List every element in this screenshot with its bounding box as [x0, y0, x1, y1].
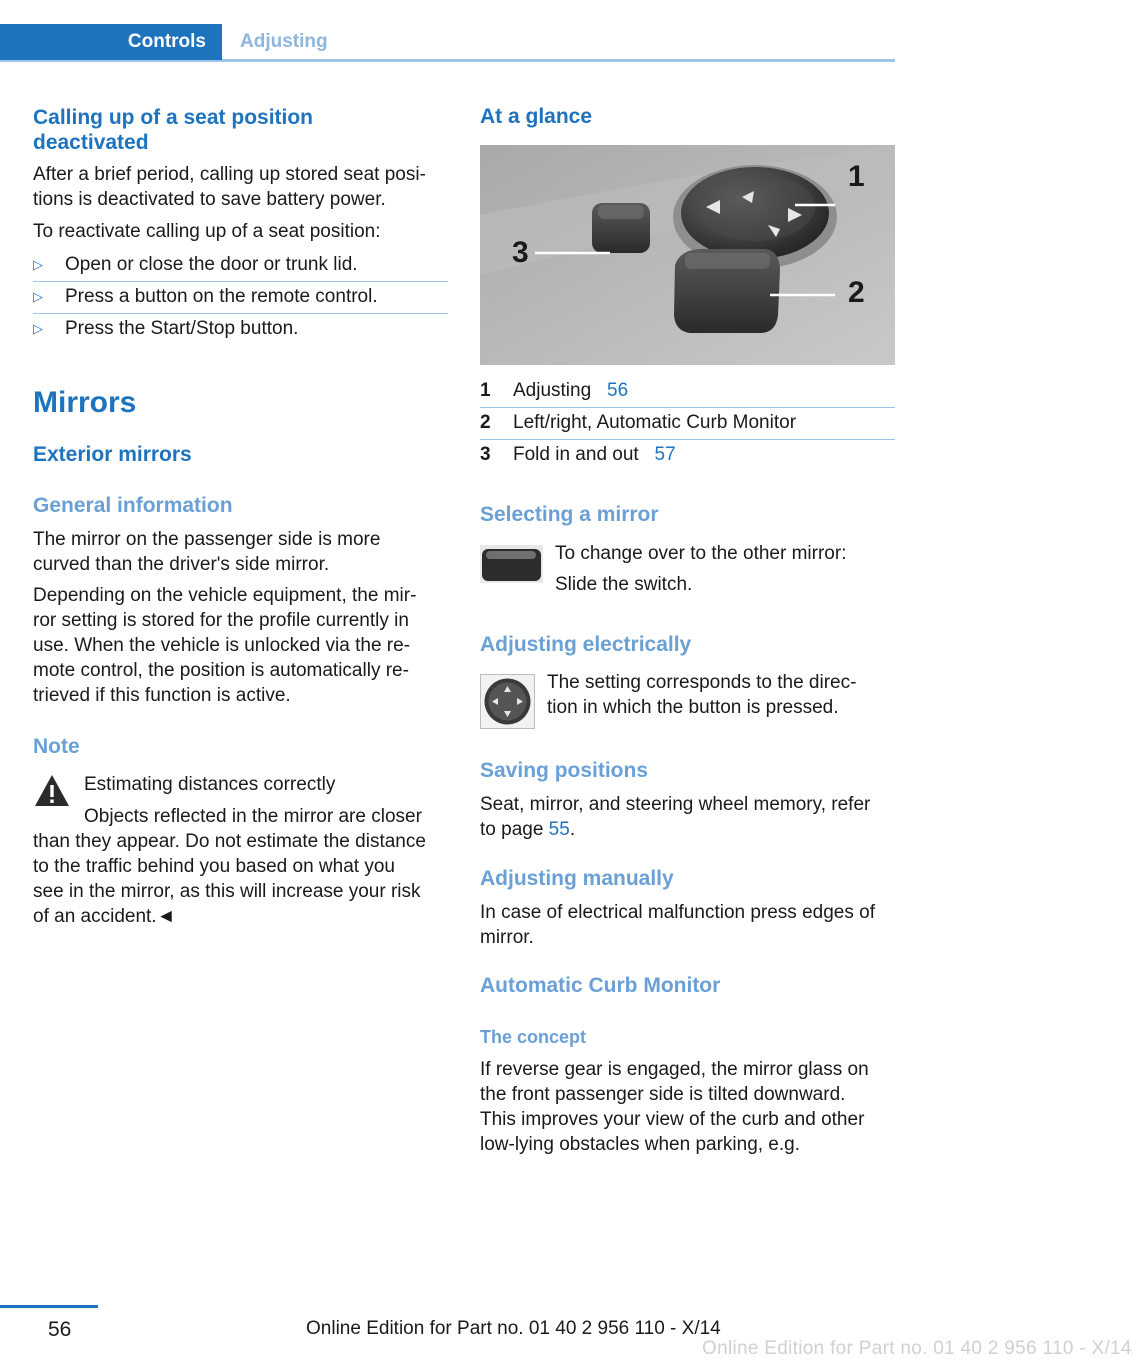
paragraph-line: mote control, the position is automatically re-	[33, 660, 409, 681]
heading-selecting-mirror: Selecting a mirror	[480, 503, 659, 526]
bullet-triangle-icon: ▷	[33, 321, 43, 336]
heading-at-a-glance: At a glance	[480, 105, 593, 128]
legend-row: 3 Fold in and out 57	[480, 444, 676, 465]
paragraph-line: The mirror on the passenger side is more	[33, 529, 381, 550]
note-line: than they appear. Do not estimate the distance	[33, 831, 426, 852]
list-divider	[33, 313, 448, 314]
paragraph-line: curved than the driver's side mirror.	[33, 554, 330, 575]
saving-line: to page 55.	[480, 819, 576, 840]
paragraph-line: After a brief period, calling up stored seat posi-	[33, 164, 426, 185]
edition-note: Online Edition for Part no. 01 40 2 956 110 - X/14	[306, 1318, 721, 1339]
heading-adjusting-manually: Adjusting manually	[480, 867, 674, 890]
electrical-line: tion in which the button is pressed.	[547, 697, 839, 718]
legend-divider	[480, 407, 895, 408]
note-line: see in the mirror, as this will increase your risk	[33, 881, 421, 902]
section-title-mirrors: Mirrors	[33, 386, 137, 419]
watermark: Online Edition for Part no. 01 40 2 956 110 - X/14	[702, 1338, 1132, 1359]
page-link[interactable]: 57	[654, 444, 676, 465]
mirror-control-illustration	[480, 145, 895, 365]
legend-row: 2 Left/right, Automatic Curb Monitor	[480, 412, 797, 433]
paragraph-line: Depending on the vehicle equipment, the mir-	[33, 585, 417, 606]
concept-line: the front passenger side is tilted downward.	[480, 1084, 846, 1105]
callout-number: 1	[848, 160, 865, 193]
page-link[interactable]: 56	[607, 380, 629, 401]
mirror-select-switch-icon	[480, 545, 543, 583]
legend-row: 1 Adjusting 56	[480, 380, 629, 401]
saving-line: Seat, mirror, and steering wheel memory, refer	[480, 794, 871, 815]
page-link[interactable]: 55	[548, 819, 570, 840]
heading-automatic-curb-monitor: Automatic Curb Monitor	[480, 974, 721, 997]
footer-rule	[0, 1305, 98, 1308]
list-divider	[33, 281, 448, 282]
page-number: 56	[48, 1318, 72, 1341]
manual-line: mirror.	[480, 927, 534, 948]
concept-line: This improves your view of the curb and other	[480, 1109, 865, 1130]
selecting-line: To change over to the other mirror:	[555, 543, 847, 564]
note-heading: Estimating distances correctly	[84, 774, 336, 795]
bullet-triangle-icon: ▷	[33, 289, 43, 304]
callout-number: 3	[512, 236, 529, 269]
heading-saving-positions: Saving positions	[480, 759, 649, 782]
tab-adjusting[interactable]: Adjusting	[240, 31, 328, 52]
warning-icon	[33, 772, 71, 810]
manual-line: In case of electrical malfunction press edges of	[480, 902, 875, 923]
bullet-triangle-icon: ▷	[33, 257, 43, 272]
callout-number: 2	[848, 276, 865, 309]
note-line: Objects reflected in the mirror are closer	[84, 806, 422, 827]
electrical-line: The setting corresponds to the direc-	[547, 672, 857, 693]
paragraph-line: use. When the vehicle is unlocked via the re-	[33, 635, 411, 656]
heading-the-concept: The concept	[480, 1027, 587, 1047]
chapter-tab-bar	[0, 24, 895, 62]
mirror-adjust-knob-icon	[480, 674, 535, 729]
paragraph-line: ror setting is stored for the profile currently in	[33, 610, 409, 631]
heading-seat-position-deactivated: Calling up of a seat position deactivated	[33, 106, 314, 154]
note-line: of an accident.◄	[33, 906, 176, 927]
concept-line: low-lying obstacles when parking, e.g.	[480, 1134, 801, 1155]
note-line: to the traffic behind you based on what you	[33, 856, 395, 877]
concept-line: If reverse gear is engaged, the mirror glass on	[480, 1059, 869, 1080]
tab-controls[interactable]: Controls	[0, 24, 222, 60]
heading-exterior-mirrors: Exterior mirrors	[33, 443, 192, 466]
heading-note: Note	[33, 735, 80, 758]
paragraph-line: tions is deactivated to save battery power.	[33, 189, 386, 210]
legend-divider	[480, 439, 895, 440]
heading-general-information: General information	[33, 494, 233, 517]
selecting-line: Slide the switch.	[555, 574, 693, 595]
paragraph-line: trieved if this function is active.	[33, 685, 291, 706]
paragraph-reactivate: To reactivate calling up of a seat position:	[33, 221, 381, 242]
heading-adjusting-electrically: Adjusting electrically	[480, 633, 692, 656]
